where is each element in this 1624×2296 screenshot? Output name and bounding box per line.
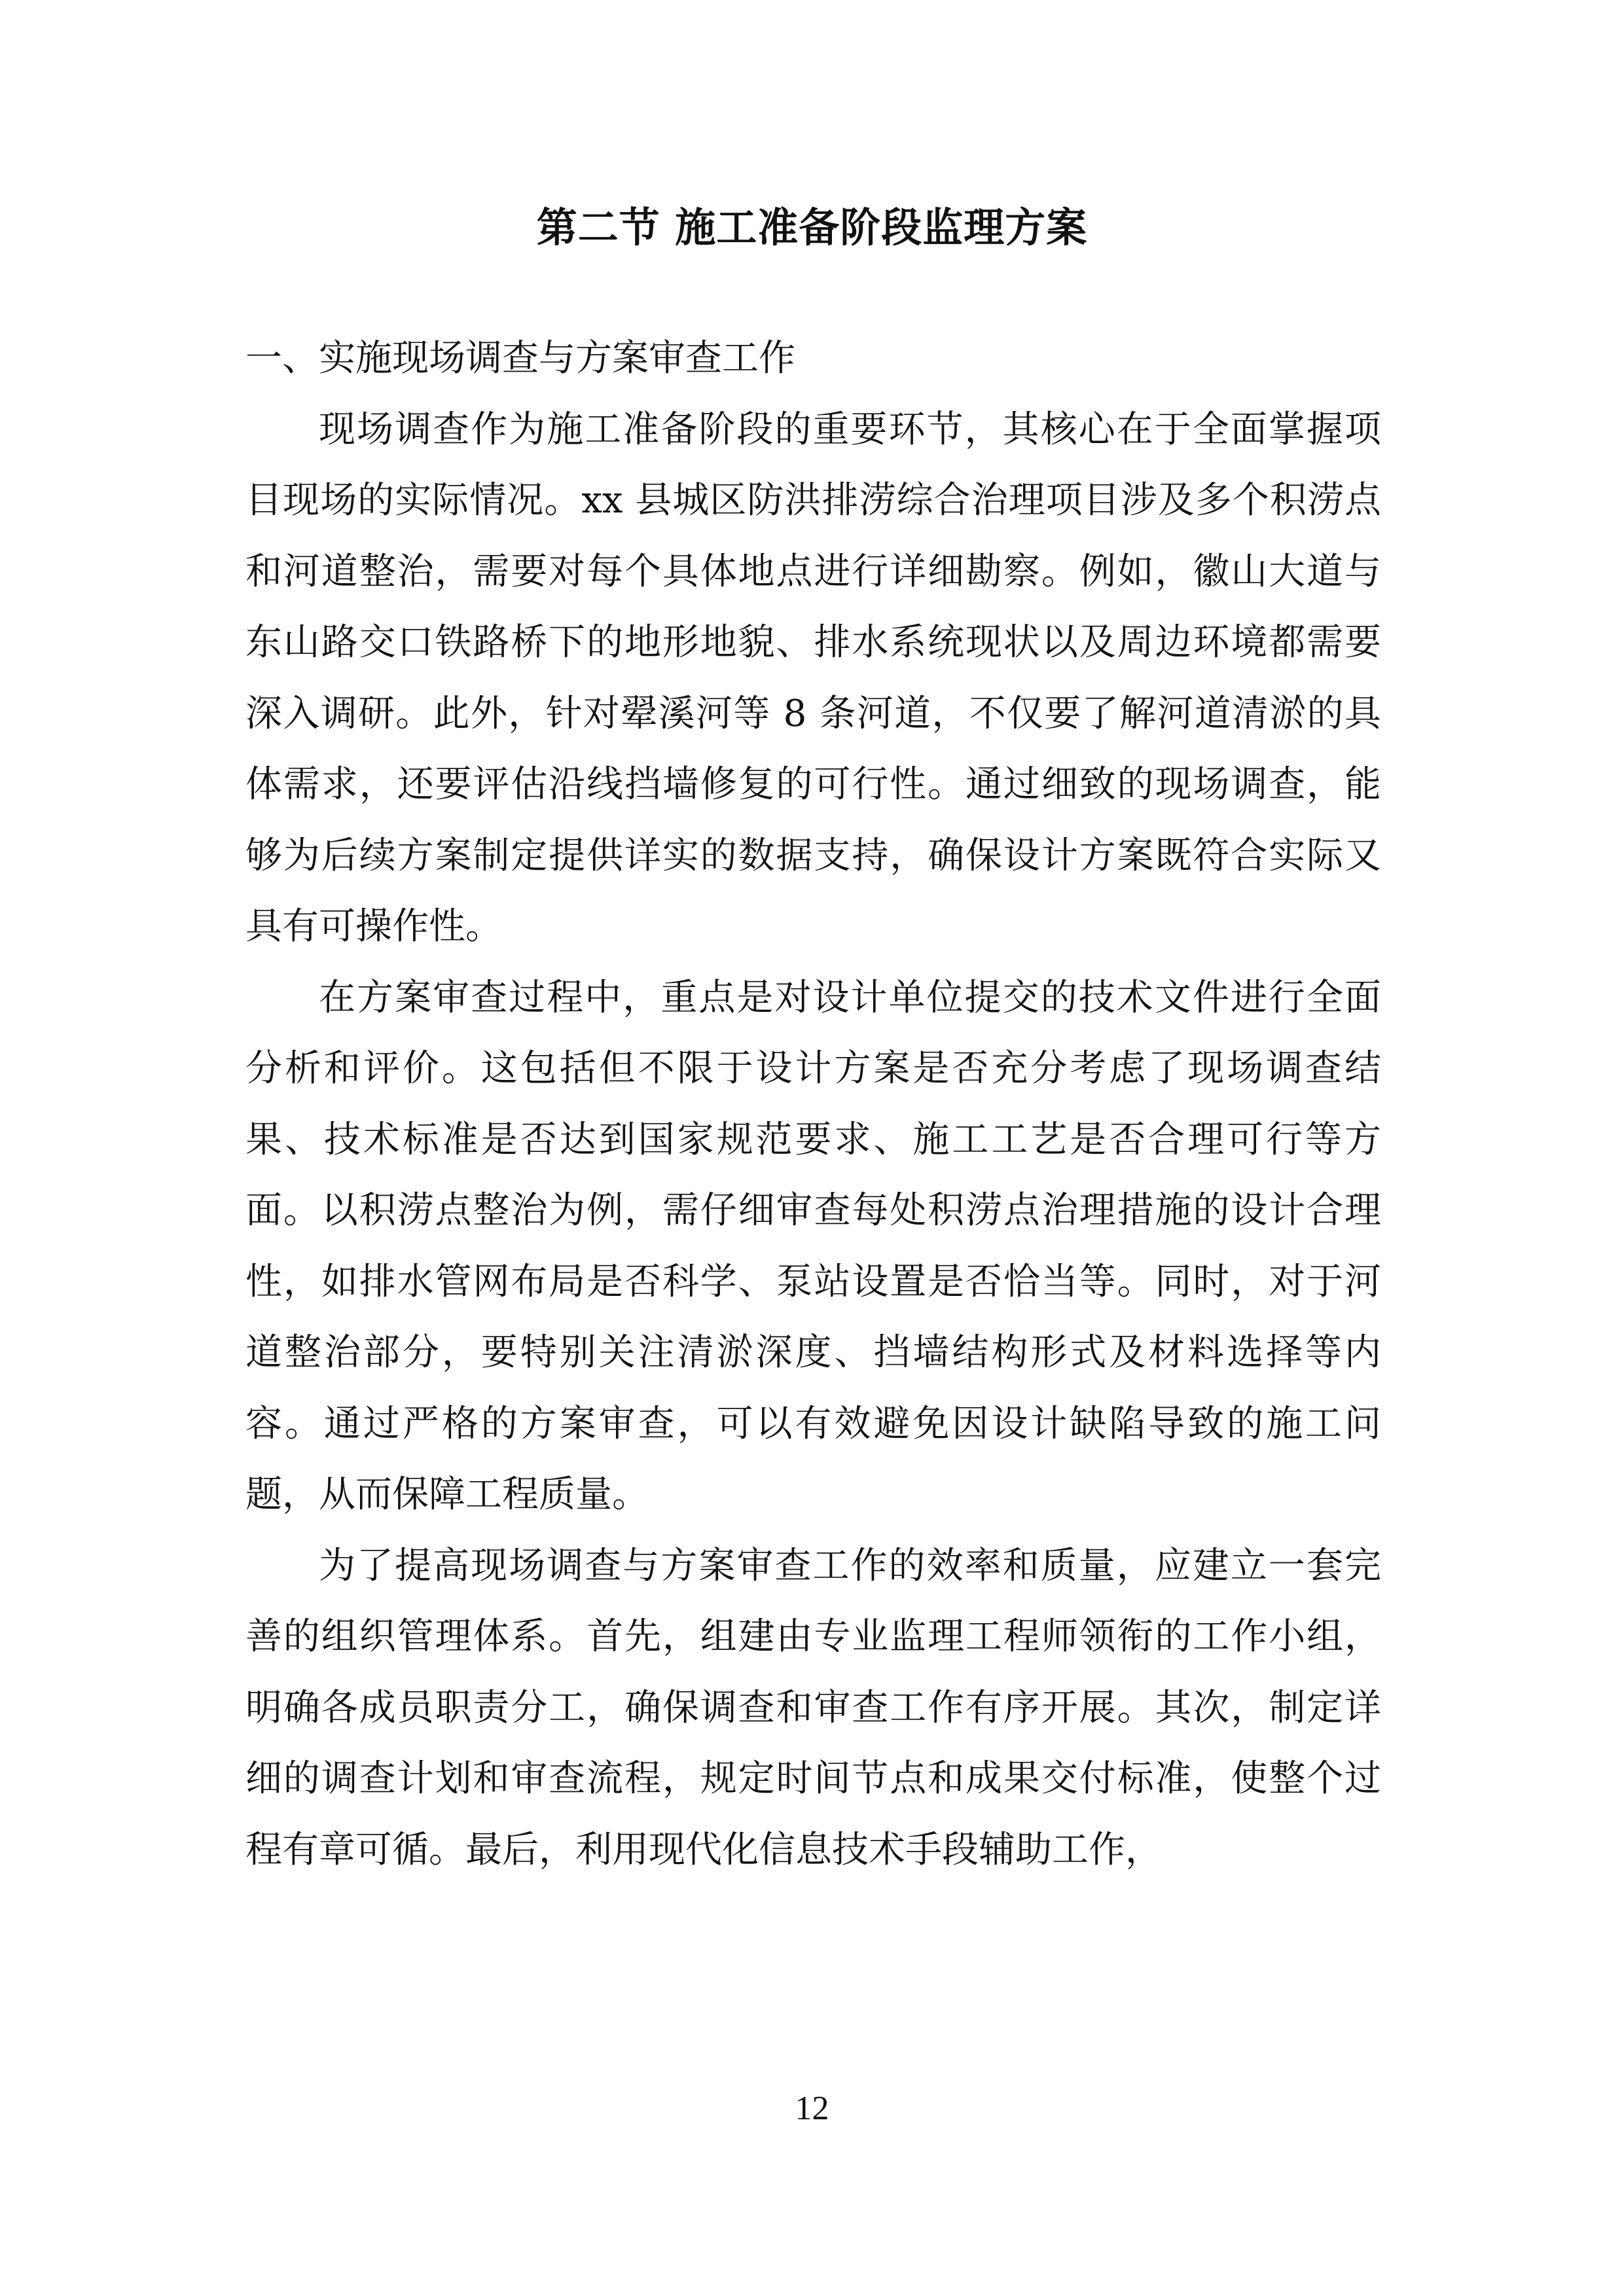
paragraph-plan-review: 在方案审查过程中，重点是对设计单位提交的技术文件进行全面分析和评价。这包括但不限于设计方案是否充分考虑了现场调查结果、技术标准是否达到国家规范要求、施工工艺是否合理可行等方面。以积涝点整治为例，需仔细审查每处积涝点治理措施的设计合理性，如排水管网布局是否科学、泵站设置是否恰当等。同时，对于河道整治部分，要特别关注清淤深度、挡墙结构形式及材料选择等内容。通过严格的方案审查，可以有效避免因设计缺陷导致的施工问题，从而保障工程质量。: [245, 976, 1381, 1516]
page-number: 12: [795, 2090, 829, 2127]
subsection-heading: 一、实施现场调查与方案审查工作: [245, 337, 795, 380]
body-text: [245, 323, 1381, 1886]
section-title: 第二节 施工准备阶段监理方案: [536, 204, 1088, 251]
paragraph-management-system: 为了提高现场调查与方案审查工作的效率和质量，应建立一套完善的组织管理体系。首先，组建由专业监理工程师领衔的工作小组，明确各成员职责分工，确保调查和审查工作有序开展。其次，制定详细的调查计划和审查流程，规定时间节点和成果交付标准，使整个过程有章可循。最后，利用现代化信息技术手段辅助工作，: [245, 1544, 1381, 1871]
paragraph-site-survey: 现场调查作为施工准备阶段的重要环节，其核心在于全面掌握项目现场的实际情况。xx 县城区防洪排涝综合治理项目涉及多个积涝点和河道整治，需要对每个具体地点进行详细勘察。例如，徽山大道与东山路交口铁路桥下的地形地貌、排水系统现状以及周边环境都需要深入调研。此外，针对翚溪河等 8 条河道，不仅要了解河道清淤的具体需求，还要评估沿线挡墙修复的可行性。通过细致的现场调查，能够为后续方案制定提供详实的数据支持，确保设计方案既符合实际又具有可操作性。: [245, 408, 1381, 948]
